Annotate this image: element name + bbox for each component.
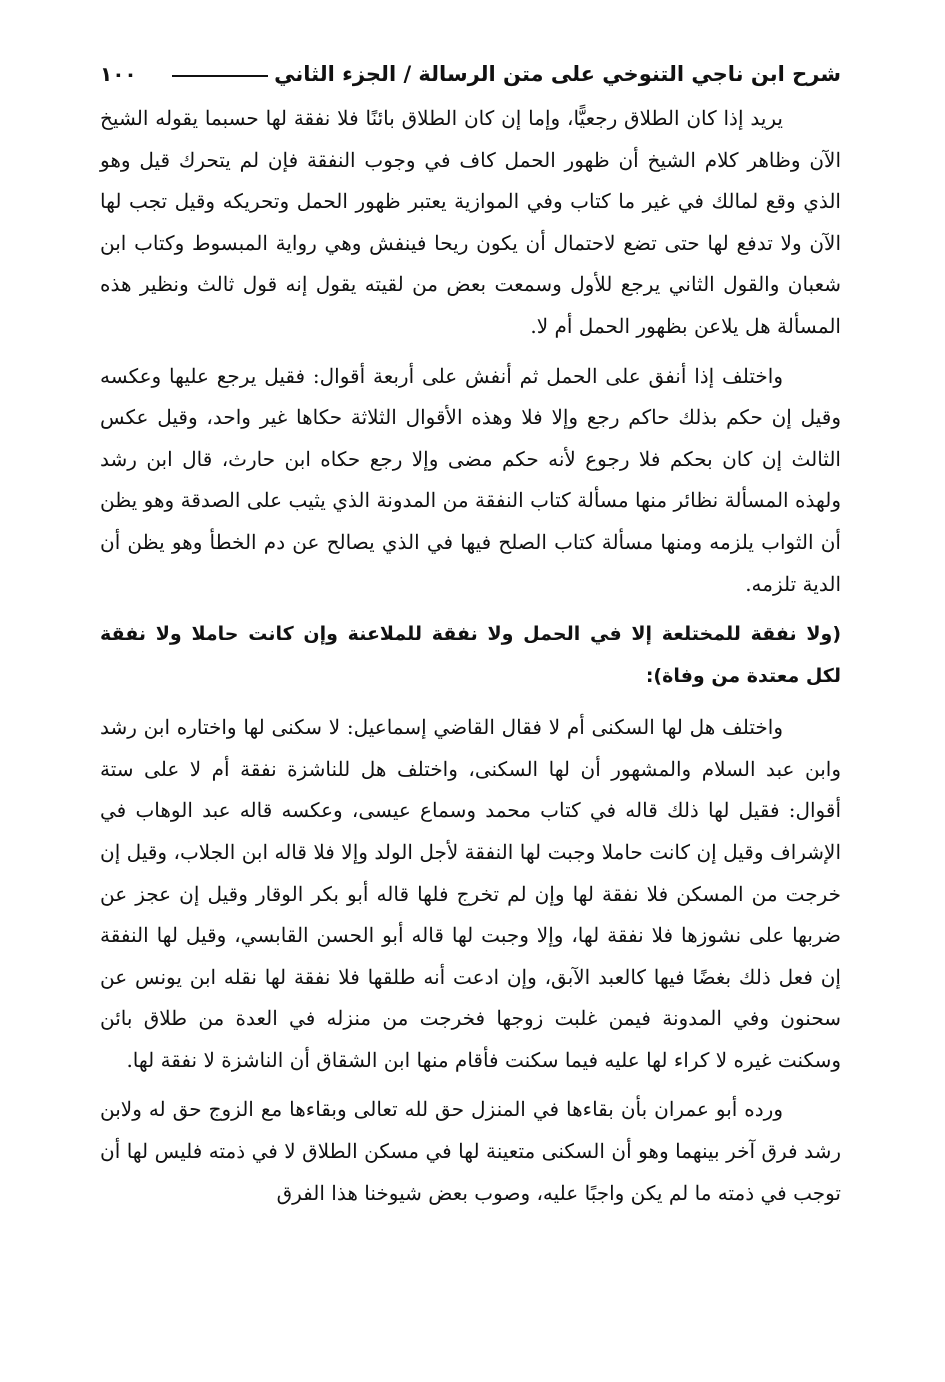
paragraph-3: واختلف هل لها السكنى أم لا فقال القاضي إسماعيل: لا سكنى لها واختاره ابن رشد وابن عبد السلام والمشهور أن لها السكنى، واختلف هل للناشزة نفقة أم لا على ستة أقوال: فقيل لها ذلك قاله في كتاب محمد وسماع عيسى، وعكسه قاله عبد الوهاب في الإشراف وقيل إن كانت حاملا وجبت لها النفقة لأجل الولد وإلا فلا قاله ابن الجلاب، وقيل إن خرجت من المسكن فلا نفقة لها وإن لم تخرج فلها قاله أبو بكر الوقار وقيل إن عجز عن ضربها على نشوزها فلا نفقة لها، وإلا وجبت لها قاله أبو الحسن القابسي، وقيل لها النفقة إن فعل ذلك بغضًا فيها كالعبد الآبق، وإن ادعت أنه طلقها فلا نفقة لها نقله ابن يونس عن سحنون وفي المدونة فيمن غلبت زوجها فخرجت من منزله في العدة من طلاق بائن وسكنت غيره لا كراء لها عليه فيما سكنت فأقام منها ابن الشقاق أن الناشزة لا نفقة لها. (100, 715, 841, 1072)
running-header (100, 54, 841, 94)
running-title: شرح ابن ناجي التنوخي على متن الرسالة / الجزء الثاني (274, 62, 841, 86)
paragraph-2: واختلف إذا أنفق على الحمل ثم أنفش على أربعة أقوال: فقيل يرجع عليها وعكسه وقيل إن حكم بذلك حاكم رجع وإلا فلا وهذه الأقوال الثلاثة حكاها غير واحد، وقيل عكس الثالث إن كان بحكم فلا رجوع لأنه حكم مضى وإلا رجع حكاه ابن حارث، قال ابن رشد ولهذه المسألة نظائر منها مسألة كتاب النفقة من المدونة الذي يثيب على الصدقة وهو يظن أن الثواب يلزمه ومنها مسألة كتاب الصلح فيها في الذي يصالح عن دم الخطأ وهو يظن أن الدية تلزمه. (100, 363, 842, 596)
paragraph-4: ورده أبو عمران بأن بقاءها في المنزل حق لله تعالى وبقاءها مع الزوج حق له ولابن رشد فرق آخر بينهما وهو أن السكنى متعينة لها في مسكن الطلاق لا في ذمته فليس لها أن توجب في ذمته ما لم يكن واجبًا عليه، وصوب بعض شيوخنا هذا الفرق (100, 1097, 841, 1205)
matn-quote: (ولا نفقة للمختلعة إلا في الحمل ولا نفقة للملاعنة وإن كانت حاملا ولا نفقة لكل معتدة من وفاة): (100, 623, 841, 688)
body-text (100, 98, 841, 1214)
page-number: ١٠٠ (100, 62, 137, 86)
header-rule (172, 75, 268, 77)
paragraph-1: يريد إذا كان الطلاق رجعيًّا، وإما إن كان الطلاق بائنًا فلا نفقة لها حسبما يقوله الشيخ الآن وظاهر كلام الشيخ أن ظهور الحمل كاف في وجوب النفقة فإن لم يتحرك قيل وهو الذي وقع لمالك في غير ما كتاب وفي الموازية يعتبر ظهور الحمل وتحريكه وقيل تجب لها الآن ولا تدفع لها حتى تضع لاحتمال أن يكون ريحا فينفش وهي رواية المبسوط وكتاب ابن شعبان والقول الثاني يرجع للأول وسمعت بعض من لقيته يقول إنه قول ثالث ونظير هذه المسألة هل يلاعن بظهور الحمل أم لا. (100, 106, 842, 338)
